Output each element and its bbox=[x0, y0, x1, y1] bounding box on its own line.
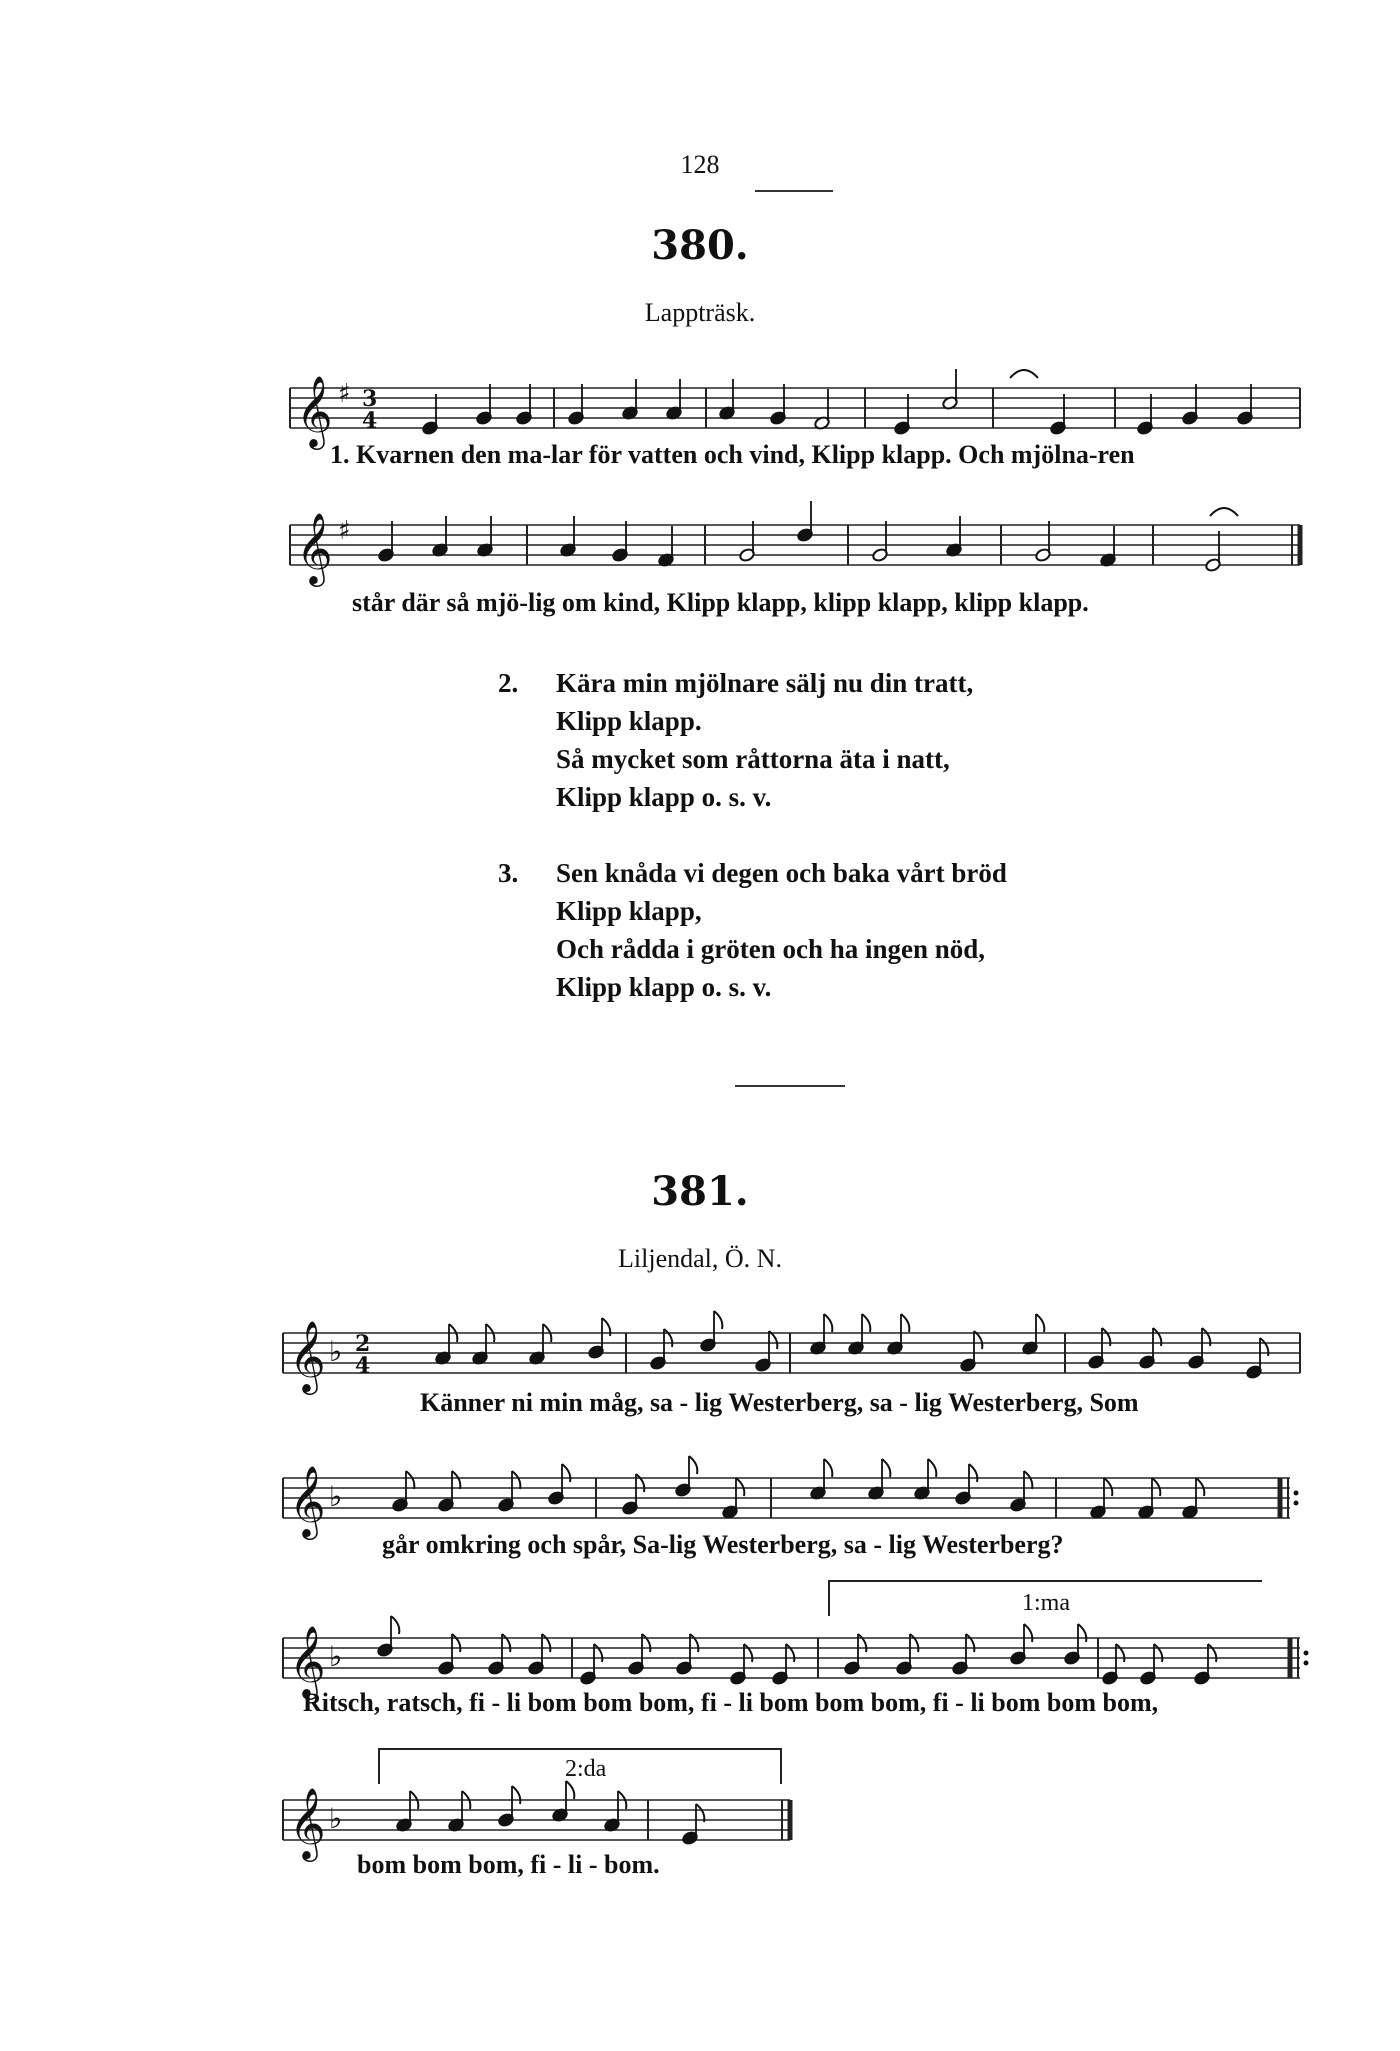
note-flag bbox=[1196, 1478, 1204, 1496]
volta-label-first: 1:ma bbox=[1022, 1590, 1070, 1616]
note-flag bbox=[452, 1634, 460, 1652]
note-flag bbox=[1024, 1471, 1032, 1489]
time-signature-top: 3 bbox=[362, 386, 378, 412]
note-flag bbox=[824, 1459, 832, 1477]
note-flag bbox=[542, 1634, 550, 1652]
note-flag bbox=[636, 1474, 644, 1492]
note-flag bbox=[966, 1634, 974, 1652]
note-flag bbox=[736, 1478, 744, 1496]
note-flag bbox=[786, 1644, 794, 1662]
key-signature-flat: ♭ bbox=[329, 1480, 343, 1513]
key-signature-sharp: ♯ bbox=[338, 516, 351, 546]
page-number: 128 bbox=[680, 150, 720, 179]
verse-line: Klipp klapp o. s. v. bbox=[556, 782, 772, 812]
note-flag bbox=[562, 1464, 570, 1482]
note-flag bbox=[824, 1314, 832, 1332]
note-flag bbox=[512, 1786, 520, 1804]
note-flag bbox=[928, 1459, 936, 1477]
song-origin-381: Liljendal, Ö. N. bbox=[618, 1244, 782, 1273]
note-flag bbox=[1208, 1644, 1216, 1662]
note-flag bbox=[858, 1634, 866, 1652]
section-separator bbox=[735, 1085, 845, 1087]
note-flag bbox=[1154, 1644, 1162, 1662]
repeat-dot bbox=[1294, 1501, 1299, 1506]
note-flag bbox=[882, 1459, 890, 1477]
note-flag bbox=[391, 1616, 399, 1634]
note-flag bbox=[862, 1314, 870, 1332]
repeat-dot bbox=[1304, 1661, 1309, 1666]
note-flag bbox=[512, 1471, 520, 1489]
note-flag bbox=[642, 1634, 650, 1652]
treble-clef: 𝄞 bbox=[289, 1319, 326, 1392]
lyric-line: Känner ni min måg, sa - lig Westerberg, sa - lig Westerberg, Som bbox=[420, 1388, 1139, 1417]
verse-line: Kära min mjölnare sälj nu din tratt, bbox=[556, 668, 974, 698]
note-flag bbox=[969, 1464, 977, 1482]
song-number-381: 381. bbox=[651, 1168, 749, 1215]
note-flag bbox=[452, 1471, 460, 1489]
treble-clef: 𝄞 bbox=[289, 1786, 326, 1859]
fermata bbox=[1210, 508, 1238, 516]
time-signature-bottom: 4 bbox=[362, 408, 378, 434]
verse-number: 3. bbox=[498, 858, 519, 888]
key-signature-sharp: ♯ bbox=[338, 379, 351, 409]
note-flag bbox=[1104, 1478, 1112, 1496]
note-flag bbox=[406, 1471, 414, 1489]
verse-line: Så mycket som råttorna äta i natt, bbox=[556, 744, 950, 774]
treble-clef: 𝄞 bbox=[296, 511, 333, 584]
verse-line: Klipp klapp o. s. v. bbox=[556, 972, 772, 1002]
verse-line: Klipp klapp. bbox=[556, 706, 702, 736]
lyric-line: 1. Kvarnen den ma-lar för vatten och vind, Klipp klapp. Och mjölna-ren bbox=[330, 440, 1135, 469]
note-flag bbox=[690, 1634, 698, 1652]
lyric-line: går omkring och spår, Sa-lig Westerberg, sa - lig Westerberg? bbox=[382, 1530, 1064, 1559]
repeat-dot bbox=[1304, 1651, 1309, 1656]
key-signature-flat: ♭ bbox=[329, 1335, 343, 1368]
key-signature-flat: ♭ bbox=[329, 1802, 343, 1835]
note-flag bbox=[744, 1644, 752, 1662]
song-number-380: 380. bbox=[651, 222, 749, 269]
song-origin-380: Lappträsk. bbox=[644, 298, 756, 327]
key-signature-flat: ♭ bbox=[329, 1640, 343, 1673]
note-flag bbox=[714, 1311, 722, 1329]
lyric-line: bom bom bom, fi - li - bom. bbox=[357, 1850, 660, 1879]
lyric-line: står där så mjö-lig om kind, Klipp klapp, klipp klapp, klipp klapp. bbox=[352, 588, 1089, 617]
note-flag bbox=[594, 1644, 602, 1662]
treble-clef: 𝄞 bbox=[296, 374, 333, 447]
note-flag bbox=[1116, 1644, 1124, 1662]
repeat-dot bbox=[1294, 1491, 1299, 1496]
treble-clef: 𝄞 bbox=[289, 1624, 326, 1697]
note-flag bbox=[1152, 1478, 1160, 1496]
note-flag bbox=[1024, 1624, 1032, 1642]
volta-label-second: 2:da bbox=[565, 1756, 607, 1782]
note-flag bbox=[1078, 1624, 1086, 1642]
verse-number: 2. bbox=[498, 668, 519, 698]
time-signature-top: 2 bbox=[355, 1331, 371, 1357]
lyric-line: Ritsch, ratsch, fi - li bom bom bom, fi - li bom bom bom, fi - li bom bom bom, bbox=[303, 1688, 1159, 1717]
fermata bbox=[1010, 370, 1038, 378]
verse-line: Klipp klapp, bbox=[556, 896, 702, 926]
treble-clef: 𝄞 bbox=[289, 1464, 326, 1537]
note-flag bbox=[664, 1329, 672, 1347]
note-flag bbox=[1036, 1314, 1044, 1332]
note-flag bbox=[502, 1634, 510, 1652]
verse-line: Och rådda i gröten och ha ingen nöd, bbox=[556, 934, 986, 964]
verse-line: Sen knåda vi degen och baka vårt bröd bbox=[556, 858, 1007, 888]
note-flag bbox=[901, 1314, 909, 1332]
note-flag bbox=[689, 1456, 697, 1474]
time-signature-bottom: 4 bbox=[355, 1353, 371, 1379]
note-flag bbox=[910, 1634, 918, 1652]
